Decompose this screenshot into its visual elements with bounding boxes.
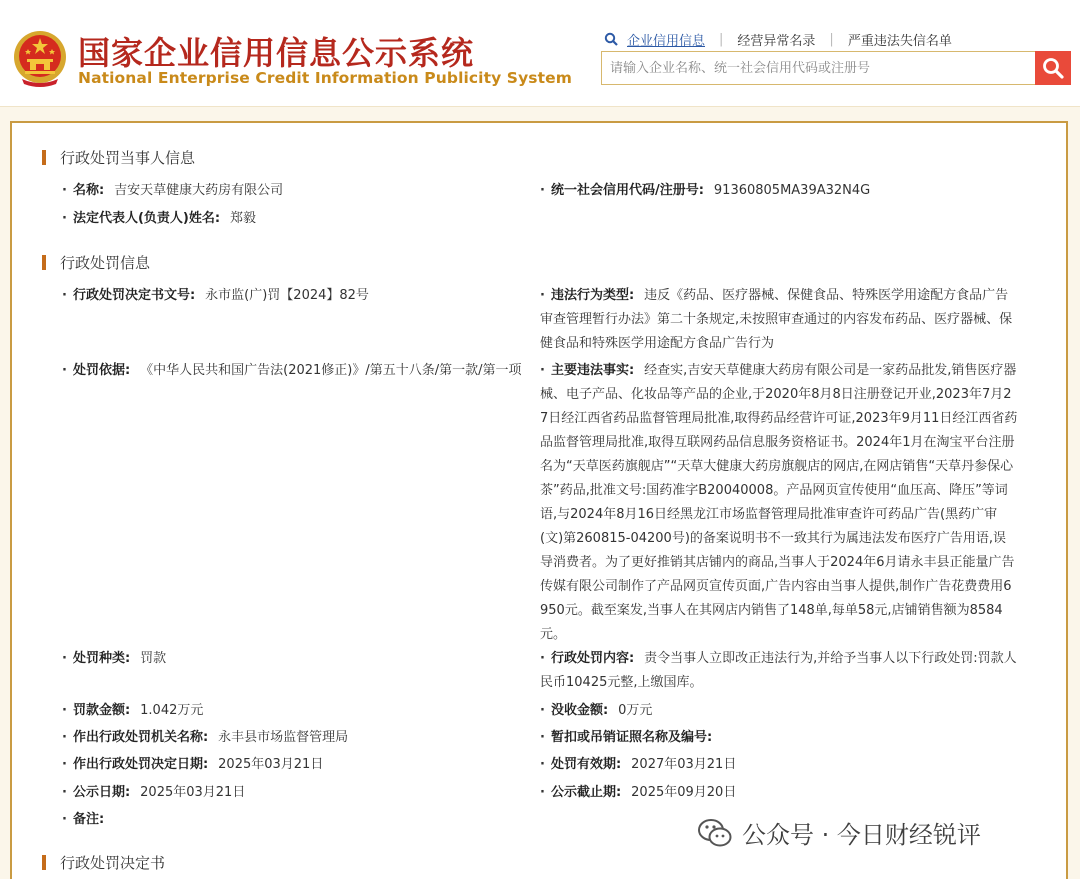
section-penalty-info — [42, 252, 150, 273]
site-subtitle: National Enterprise Credit Information Publicity System — [78, 69, 572, 87]
field-publicity-date: · 公示日期: 2025年03月21日 — [62, 785, 246, 800]
field-value: 永丰县市场监督管理局 — [218, 730, 349, 745]
field-remarks: · 备注: — [62, 812, 105, 827]
field-label: 违法行为类型: — [550, 288, 635, 303]
field-value: 郑毅 — [230, 211, 257, 226]
section-title: 行政处罚信息 — [60, 254, 151, 272]
section-marker — [42, 150, 46, 165]
nav-separator: | — [829, 31, 834, 47]
field-value: 1.042万元 — [140, 703, 204, 718]
wechat-icon — [698, 818, 732, 848]
watermark-text: 公众号 · 今日财经锐评 — [742, 821, 981, 849]
field-label: 没收金额: — [550, 703, 609, 718]
field-decision-date: · 作出行政处罚决定日期: 2025年03月21日 — [62, 757, 324, 772]
field-label: 行政处罚内容: — [550, 651, 635, 666]
search-box — [601, 51, 1071, 85]
field-label: 处罚种类: — [72, 651, 131, 666]
field-value: 0万元 — [618, 703, 653, 718]
field-value: 91360805MA39A32N4G — [713, 183, 871, 198]
field-value: 《中华人民共和国广告法(2021修正)》/第五十八条/第一款/第一项 — [140, 363, 522, 378]
national-emblem-icon[interactable] — [12, 29, 68, 87]
section-marker — [42, 855, 46, 870]
site-header — [0, 0, 1080, 107]
section-decision-doc — [42, 852, 165, 873]
field-value: 2025年03月21日 — [140, 785, 246, 800]
wechat-watermark — [692, 813, 987, 852]
field-label: 作出行政处罚决定日期: — [72, 757, 209, 772]
field-value: 吉安天草健康大药房有限公司 — [114, 183, 284, 198]
field-label: 主要违法事实: — [550, 363, 635, 378]
field-credit-code: · 统一社会信用代码/注册号: 91360805MA39A32N4G — [540, 183, 871, 198]
field-label: 作出行政处罚机关名称: — [72, 730, 209, 745]
nav-abnormal-list[interactable]: 经营异常名录 — [737, 33, 816, 49]
field-value: 经查实,吉安天草健康大药房有限公司是一家药品批发,销售医疗器械、电子产品、化妆品等产品的企业,于2020年8月8日注册登记开业,2023年7月27日经江西省药品监督管理局批准,取得药品经营许可证,2023年9月11日经江西省药品监督管理局批准,取得互联网药品信息服务资格证书。2024年1月在淘宝平台注册名为“天草医药旗舰店”“天草大健康大药房旗舰店的网店,在网店销售“天草丹参保心茶”药品,批准文号:国药准字B20040008。产品网页宣传使用“血压高、降压”等词语,与2024年8月16日经黑龙江市场监督管理局批准审查许可药品广告(黑药广审(文)第260815-04200号)的备案说明书不一致其行为属违法发布医疗广告用语,误导消费者。为了更好推销其店铺内的商品,当事人于2024年6月请永丰县正能量广告传媒有限公司制作了产品网页宣传页面,广告内容由当事人提供,制作广告花费费用6950元。截至案发,当事人在其网店内销售了148单,每单58元,店铺销售额为8584元。 — [540, 363, 1018, 642]
field-name: · 名称: 吉安天草健康大药房有限公司 — [62, 183, 284, 198]
search-icon — [1041, 56, 1065, 80]
field-label: 处罚有效期: — [550, 757, 622, 772]
field-penalty-kind: · 处罚种类: 罚款 — [62, 651, 167, 666]
field-label: 公示截止期: — [550, 785, 622, 800]
section-party-info — [42, 147, 195, 168]
field-penalty-content: · 行政处罚内容: 责令当事人立即改正违法行为,并给予当事人以下行政处罚:罚款人民币10425元整,上缴国库。 — [540, 651, 1017, 690]
detail-panel — [10, 121, 1068, 879]
search-icon — [604, 32, 618, 46]
field-label: 公示日期: — [72, 785, 131, 800]
search-button[interactable] — [1035, 51, 1071, 85]
search-input[interactable] — [602, 52, 1034, 84]
field-label: 统一社会信用代码/注册号: — [550, 183, 704, 198]
field-label: 备注: — [72, 812, 105, 827]
field-value: 责令当事人立即改正违法行为,并给予当事人以下行政处罚:罚款人民币10425元整,上缴国库。 — [540, 651, 1017, 690]
field-legal-rep: · 法定代表人(负责人)姓名: 郑毅 — [62, 211, 257, 226]
field-confiscation-amount: · 没收金额: 0万元 — [540, 703, 653, 718]
field-value: 2027年03月21日 — [631, 757, 737, 772]
section-title: 行政处罚决定书 — [60, 854, 166, 872]
nav-separator: | — [719, 31, 724, 47]
field-publicity-end-date: · 公示截止期: 2025年09月20日 — [540, 785, 737, 800]
field-penalty-basis: · 处罚依据: 《中华人民共和国广告法(2021修正)》/第五十八条/第一款/第一项 — [62, 363, 522, 378]
field-value: 2025年09月20日 — [631, 785, 737, 800]
field-license-revocation: · 暂扣或吊销证照名称及编号: — [540, 730, 713, 745]
field-authority: · 作出行政处罚机关名称: 永丰县市场监督管理局 — [62, 730, 349, 745]
nav-blacklist[interactable]: 严重违法失信名单 — [847, 33, 952, 49]
field-violation-type: · 违法行为类型: 违反《药品、医疗器械、保健食品、特殊医学用途配方食品广告审查管理暂行办法》第二十条规定,未按照审查通过的内容发布药品、医疗器械、保健食品和特殊医学用途配方食品广告行为 — [540, 288, 1013, 351]
field-label: 名称: — [72, 183, 105, 198]
section-marker — [42, 255, 46, 270]
field-label: 罚款金额: — [72, 703, 131, 718]
field-label: 行政处罚决定书文号: — [72, 288, 196, 303]
field-main-facts: · 主要违法事实: 经查实,吉安天草健康大药房有限公司是一家药品批发,销售医疗器械、电子产品、化妆品等产品的企业,于2020年8月8日注册登记开业,2023年7月27日经江西省药品监督管理局批准,取得药品经营许可证,2023年9月11日经江西省药品监督管理局批准,取得互联网药品信息服务资格证书。2024年1月在淘宝平台注册名为“天草医药旗舰店”“天草大健康大药房旗舰店的网店,在网店销售“天草丹参保心茶”药品,批准文号:国药准字B20040008。产品网页宣传使用“血压高、降压”等词语,与2024年8月16日经黑龙江市场监督管理局批准审查许可药品广告(黑药广审(文)第260815-04200号)的备案说明书不一致其行为属违法发布医疗广告用语,误导消费者。为了更好推销其店铺内的商品,当事人于2024年6月请永丰县正能量广告传媒有限公司制作了产品网页宣传页面,广告内容由当事人提供,制作广告花费费用6950元。截至案发,当事人在其网店内销售了148单,每单58元,店铺销售额为8584元。 — [540, 363, 1018, 642]
field-value: 永市监(广)罚【2024】82号 — [205, 288, 369, 303]
section-title: 行政处罚当事人信息 — [60, 149, 196, 167]
field-label: 法定代表人(负责人)姓名: — [72, 211, 221, 226]
nav-enterprise-credit[interactable]: 企业信用信息 — [627, 33, 706, 49]
field-label: 暂扣或吊销证照名称及编号: — [550, 730, 713, 745]
field-fine-amount: · 罚款金额: 1.042万元 — [62, 703, 204, 718]
field-value: 2025年03月21日 — [218, 757, 324, 772]
field-value: 罚款 — [140, 651, 167, 666]
field-label: 处罚依据: — [72, 363, 131, 378]
site-title: 国家企业信用信息公示系统 — [78, 34, 475, 72]
field-value: 违反《药品、医疗器械、保健食品、特殊医学用途配方食品广告审查管理暂行办法》第二十条规定,未按照审查通过的内容发布药品、医疗器械、保健食品和特殊医学用途配方食品广告行为 — [540, 288, 1013, 351]
field-validity-date: · 处罚有效期: 2027年03月21日 — [540, 757, 737, 772]
field-decision-doc-no: · 行政处罚决定书文号: 永市监(广)罚【2024】82号 — [62, 288, 369, 303]
top-nav — [604, 29, 952, 49]
